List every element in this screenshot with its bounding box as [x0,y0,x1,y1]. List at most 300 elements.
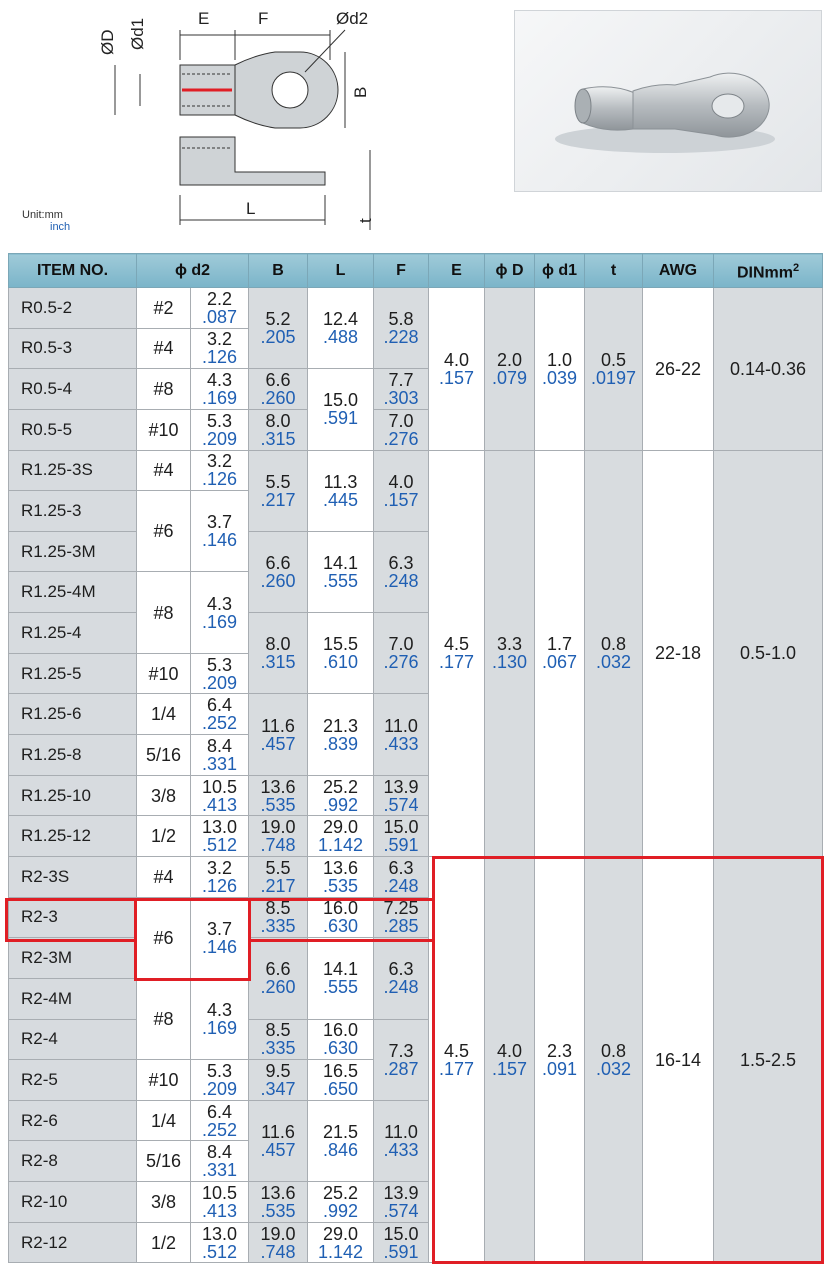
awg-cell: 26-22 [643,288,714,451]
B-mm: 13.6 [260,776,296,797]
item-no: R1.25-12 [9,816,137,857]
d2-cell [191,1100,249,1141]
d2-inch: .126 [201,469,238,490]
unit-legend [22,209,70,233]
B-inch: .315 [260,652,296,673]
d2-mm: 3.2 [206,329,233,350]
L-inch: .630 [322,1038,359,1059]
L-cell [308,288,374,369]
stud-size: 1/2 [137,1222,191,1263]
d1-inch: .039 [541,367,578,388]
d2-cell [191,816,249,857]
B-cell [249,856,308,897]
d2-mm: 4.3 [206,593,233,614]
d2-inch: .169 [201,388,238,409]
L-inch: .846 [322,1139,359,1160]
F-inch: .276 [383,428,419,449]
item-no: R0.5-2 [9,288,137,329]
t-cell [585,450,643,856]
d2-cell [191,450,249,491]
t-inch: .032 [595,1058,632,1079]
E-mm: 4.5 [444,634,470,655]
stud-size: #4 [137,450,191,491]
stud-size: #8 [137,978,191,1059]
F-cell [374,1100,429,1181]
B-mm: 9.5 [265,1060,291,1081]
L-cell [308,613,374,694]
item-no: R2-12 [9,1222,137,1263]
F-inch: .248 [383,570,419,591]
item-no: R1.25-4M [9,572,137,613]
d1-mm: 1.0 [547,349,573,370]
L-cell [308,775,374,816]
B-cell [249,531,308,612]
F-mm: 13.9 [383,1182,419,1203]
stud-size: 1/4 [137,694,191,735]
L-inch: .445 [322,489,359,510]
item-no: R2-5 [9,1060,137,1101]
F-mm: 6.3 [388,552,414,573]
F-inch: .248 [383,875,419,896]
header-din [714,254,823,288]
stud-size: #6 [137,491,191,572]
B-cell [249,409,308,450]
F-cell [374,288,429,369]
header-d2: ϕ d2 [137,254,249,288]
terminal-side-view [180,137,325,185]
E-inch: .157 [438,367,475,388]
d2-inch: .209 [201,1078,238,1099]
B-cell [249,938,308,1019]
d2-mm: 5.3 [206,1060,233,1081]
B-mm: 19.0 [260,817,296,838]
B-inch: .217 [260,489,296,510]
L-cell [308,1222,374,1263]
header-row [9,254,823,288]
header-din-text: DINmm [736,264,793,282]
B-cell [249,613,308,694]
item-no: R2-8 [9,1141,137,1182]
L-inch: .555 [322,570,359,591]
L-cell [308,938,374,1019]
L-mm: 12.4 [322,309,359,330]
d1-mm: 2.3 [547,1040,573,1061]
B-mm: 5.2 [265,309,291,330]
F-cell [374,450,429,531]
F-mm: 15.0 [383,817,419,838]
d2-mm: 6.4 [206,695,233,716]
L-inch: 1.142 [317,835,364,856]
F-inch: .287 [383,1058,419,1079]
F-mm: 13.9 [383,776,419,797]
stud-size: 3/8 [137,1182,191,1223]
F-mm: 7.7 [388,370,414,391]
L-mm: 14.1 [322,959,359,980]
header-F: F [374,254,429,288]
L-mm: 29.0 [322,1223,359,1244]
d2-mm: 5.3 [206,410,233,431]
d2-inch: .512 [201,1241,238,1262]
item-no: R1.25-5 [9,653,137,694]
header-d1: ϕ d1 [535,254,585,288]
d2-cell [191,1141,249,1182]
item-no: R2-4 [9,1019,137,1060]
d2-mm: 3.7 [206,512,233,533]
d2-mm: 13.0 [201,817,238,838]
item-no: R1.25-3S [9,450,137,491]
product-photo [514,10,822,192]
E-mm: 4.0 [444,349,470,370]
d1-cell [535,288,585,451]
label-F: F [258,9,269,28]
B-inch: .748 [260,835,296,856]
B-inch: .535 [260,1200,296,1221]
d1-inch: .091 [541,1058,578,1079]
B-mm: 8.0 [265,410,291,431]
item-no: R1.25-4 [9,613,137,654]
E-cell [429,288,485,451]
L-mm: 25.2 [322,1182,359,1203]
stud-size: #10 [137,409,191,450]
L-mm: 16.0 [322,1020,359,1041]
D-inch: .079 [491,367,528,388]
d2-mm: 3.7 [206,918,233,939]
d2-inch: .413 [201,1200,238,1221]
d2-mm: 4.3 [206,370,233,391]
d2-cell [191,288,249,329]
F-mm: 6.3 [388,959,414,980]
t-mm: 0.8 [601,634,627,655]
B-inch: .260 [260,570,296,591]
table-row [9,288,823,329]
F-inch: .157 [383,489,419,510]
B-mm: 6.6 [265,552,291,573]
t-inch: .032 [595,652,632,673]
d2-cell [191,491,249,572]
label-t: t [356,218,375,223]
L-inch: 1.142 [317,1241,364,1262]
d2-inch: .512 [201,835,238,856]
awg-cell: 22-18 [643,450,714,856]
d2-inch: .146 [201,936,238,957]
d2-cell [191,572,249,653]
d2-inch: .413 [201,794,238,815]
B-cell [249,450,308,531]
F-mm: 7.25 [383,898,419,919]
header-E: E [429,254,485,288]
F-inch: .433 [383,1139,419,1160]
F-inch: .248 [383,977,419,998]
d2-cell [191,1060,249,1101]
d2-cell [191,775,249,816]
item-no: R1.25-3M [9,531,137,572]
item-no: R2-6 [9,1100,137,1141]
item-no: R1.25-3 [9,491,137,532]
B-inch: .457 [260,1139,296,1160]
L-inch: .610 [322,652,359,673]
B-mm: 8.0 [265,634,291,655]
B-mm: 6.6 [265,959,291,980]
spec-table [8,253,823,1263]
unit-inch: inch [50,221,71,233]
d2-inch: .169 [201,1018,238,1039]
L-cell [308,1019,374,1060]
t-cell [585,288,643,451]
F-cell [374,856,429,897]
F-mm: 6.3 [388,857,414,878]
header-din-sup: 2 [792,261,800,274]
d2-cell [191,1222,249,1263]
B-inch: .260 [260,388,296,409]
label-d2: Ød2 [336,9,369,28]
L-mm: 21.5 [322,1121,359,1142]
L-cell [308,897,374,938]
B-inch: .260 [260,977,296,998]
d2-inch: .209 [201,672,238,693]
item-no: R2-10 [9,1182,137,1223]
E-inch: .177 [438,652,475,673]
F-mm: 5.8 [388,309,414,330]
B-cell [249,816,308,857]
L-cell [308,856,374,897]
F-mm: 7.0 [388,410,414,431]
B-mm: 11.6 [261,715,295,736]
item-no: R0.5-5 [9,409,137,450]
B-mm: 5.5 [265,857,291,878]
L-inch: .630 [322,916,359,937]
d2-mm: 10.5 [201,1182,238,1203]
L-inch: .992 [322,1200,359,1221]
B-inch: .315 [260,428,296,449]
F-inch: .433 [383,733,419,754]
B-mm: 6.6 [265,370,291,391]
F-inch: .276 [383,652,419,673]
F-inch: .228 [383,327,419,348]
d2-inch: .126 [201,347,238,368]
stud-size: 3/8 [137,775,191,816]
B-cell [249,1100,308,1181]
label-d1: Ød1 [128,17,147,50]
F-inch: .574 [383,794,419,815]
d1-mm: 1.7 [547,634,573,655]
B-cell [249,369,308,410]
ring-hole [272,72,308,108]
din-cell: 0.5-1.0 [714,450,823,856]
terminal-dimension-drawing [0,0,510,245]
F-cell [374,1019,429,1100]
d1-cell [535,856,585,1262]
d2-inch: .252 [201,1119,238,1140]
L-mm: 13.6 [322,857,359,878]
E-cell [429,450,485,856]
d2-cell [191,978,249,1059]
L-cell [308,369,374,450]
d2-mm: 2.2 [206,288,233,309]
L-mm: 11.3 [323,471,358,492]
label-B: B [351,86,370,98]
d1-inch: .067 [541,652,578,673]
B-cell [249,288,308,369]
B-inch: .335 [260,1038,296,1059]
header-item-no: ITEM NO. [9,254,137,288]
d2-cell [191,409,249,450]
d2-inch: .169 [201,611,238,632]
F-mm: 7.3 [388,1040,414,1061]
D-inch: .157 [491,1058,528,1079]
d2-cell [191,694,249,735]
d2-cell [191,328,249,369]
B-inch: .457 [260,733,296,754]
item-no: R2-3S [9,856,137,897]
L-inch: .992 [322,794,359,815]
F-mm: 11.0 [384,715,418,736]
unit-mm: Unit:mm [22,209,63,221]
D-inch: .130 [491,652,528,673]
E-inch: .177 [438,1058,475,1079]
B-mm: 5.5 [265,471,291,492]
stud-size: #4 [137,856,191,897]
B-inch: .347 [260,1078,296,1099]
B-mm: 8.5 [265,1020,291,1041]
d2-mm: 4.3 [206,1000,233,1021]
B-mm: 13.6 [260,1182,296,1203]
d1-cell [535,450,585,856]
F-mm: 11.0 [384,1121,418,1142]
L-mm: 21.3 [322,715,359,736]
F-cell [374,694,429,775]
B-cell [249,694,308,775]
F-cell [374,1222,429,1263]
item-no: R0.5-3 [9,328,137,369]
d2-mm: 8.4 [206,735,233,756]
item-no: R1.25-6 [9,694,137,735]
E-cell [429,856,485,1262]
d2-cell [191,1182,249,1223]
F-inch: .285 [383,916,419,937]
d2-inch: .209 [201,428,238,449]
B-cell [249,1222,308,1263]
D-mm: 2.0 [497,349,523,370]
d2-inch: .126 [201,875,238,896]
F-cell [374,816,429,857]
B-cell [249,1182,308,1223]
item-no: R1.25-10 [9,775,137,816]
B-inch: .217 [260,875,296,896]
d2-mm: 5.3 [206,654,233,675]
stud-size: #8 [137,369,191,410]
stud-size: 5/16 [137,1141,191,1182]
d2-cell [191,653,249,694]
stud-size: #10 [137,653,191,694]
F-inch: .574 [383,1200,419,1221]
L-inch: .591 [322,408,359,429]
F-inch: .303 [383,388,419,409]
awg-cell: 16-14 [643,856,714,1262]
B-mm: 19.0 [260,1223,296,1244]
F-mm: 4.0 [388,471,414,492]
D-cell [485,450,535,856]
F-cell [374,409,429,450]
L-inch: .555 [322,977,359,998]
B-mm: 11.6 [261,1121,295,1142]
L-cell [308,450,374,531]
L-cell [308,816,374,857]
B-cell [249,775,308,816]
d2-cell [191,856,249,897]
item-no: R1.25-8 [9,735,137,776]
D-mm: 4.0 [497,1040,523,1061]
stud-size: #4 [137,328,191,369]
header-D: ϕ D [485,254,535,288]
header-B: B [249,254,308,288]
d2-cell [191,735,249,776]
stud-size: #2 [137,288,191,329]
d2-mm: 3.2 [206,857,233,878]
L-mm: 16.0 [322,898,359,919]
F-cell [374,369,429,410]
t-cell [585,856,643,1262]
L-inch: .488 [322,327,359,348]
L-cell [308,1060,374,1101]
t-mm: 0.5 [601,349,627,370]
item-no: R2-4M [9,978,137,1019]
D-cell [485,856,535,1262]
din-cell: 1.5-2.5 [714,856,823,1262]
stud-size: #6 [137,897,191,978]
d2-mm: 6.4 [206,1101,233,1122]
F-mm: 7.0 [388,634,414,655]
L-mm: 16.5 [322,1060,359,1081]
item-no: R2-3M [9,938,137,979]
L-mm: 15.0 [322,390,359,411]
F-cell [374,613,429,694]
F-cell [374,1182,429,1223]
L-cell [308,1182,374,1223]
L-inch: .839 [322,733,359,754]
d2-mm: 3.2 [206,451,233,472]
label-L: L [246,199,256,218]
d2-mm: 10.5 [201,776,238,797]
d2-mm: 13.0 [201,1223,238,1244]
F-cell [374,775,429,816]
B-cell [249,897,308,938]
din-cell: 0.14-0.36 [714,288,823,451]
ring-terminal-image [515,11,821,191]
stud-size: 5/16 [137,735,191,776]
L-inch: .650 [322,1078,359,1099]
L-cell [308,694,374,775]
E-mm: 4.5 [444,1040,470,1061]
item-no: R2-3 [9,897,137,938]
F-cell [374,531,429,612]
stud-size: #8 [137,572,191,653]
label-D: ØD [98,29,117,55]
L-cell [308,1100,374,1181]
F-cell [374,897,429,938]
B-inch: .535 [260,794,296,815]
header-L: L [308,254,374,288]
d2-mm: 8.4 [206,1142,233,1163]
header-awg: AWG [643,254,714,288]
B-cell [249,1019,308,1060]
item-no: R0.5-4 [9,369,137,410]
stud-size: 1/2 [137,816,191,857]
d2-inch: .331 [201,753,238,774]
stud-size: 1/4 [137,1100,191,1141]
B-cell [249,1060,308,1101]
L-mm: 14.1 [322,552,359,573]
F-cell [374,938,429,1019]
